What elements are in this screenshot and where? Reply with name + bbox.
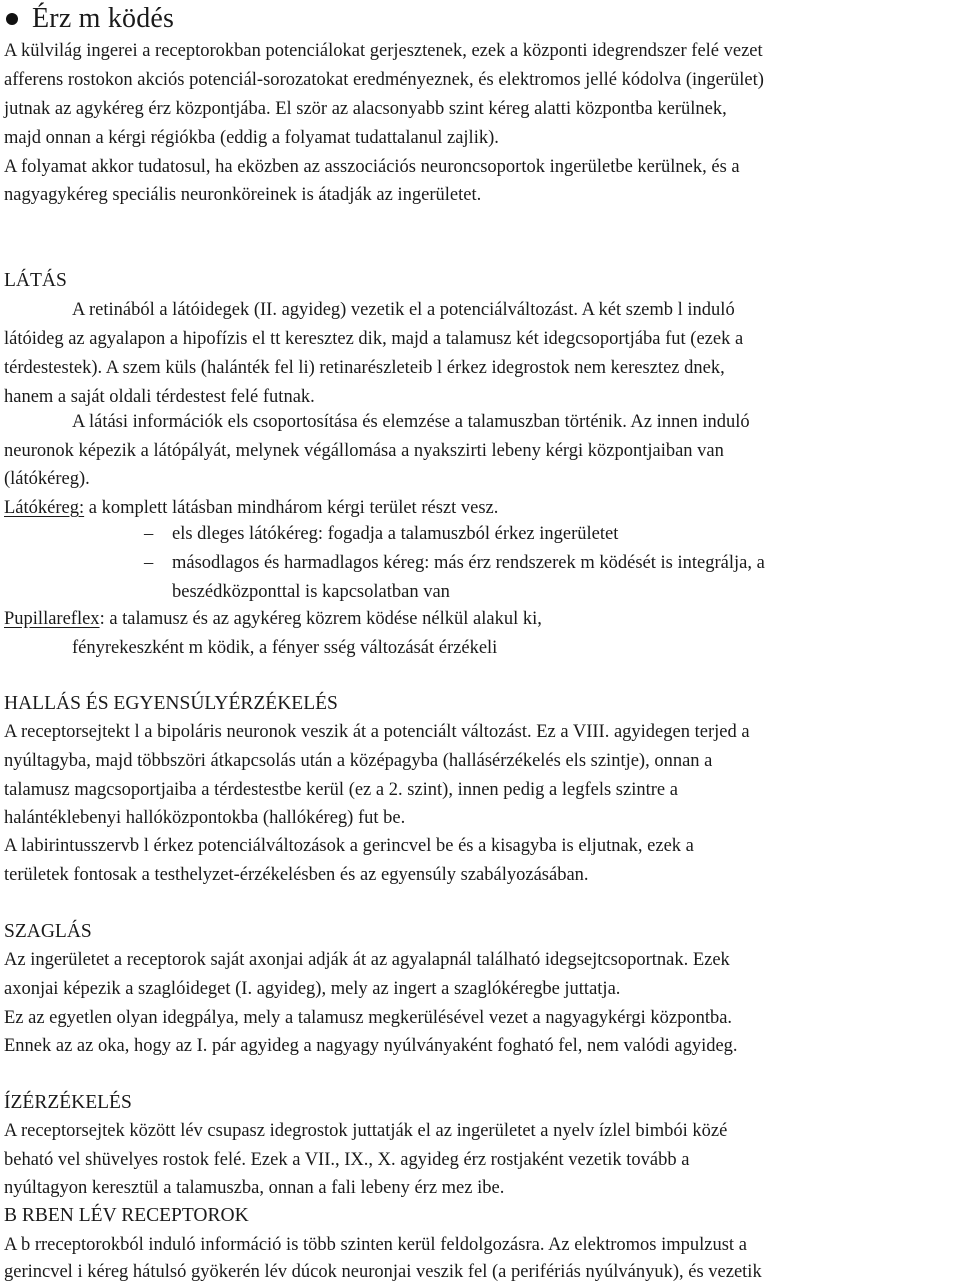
hallas-line: talamusz magcsoportjaiba a térdestestbe kerül (ez a 2. szint), innen pedig a legfels szintre a [4, 780, 678, 800]
hallas-line: területek fontosak a testhelyzet-érzékelésben és az egyensúly szabályozásában. [4, 865, 589, 885]
dash-icon: – [144, 524, 154, 544]
latokereg-text: a komplett látásban mindhárom kérgi terület részt vesz. [84, 498, 499, 518]
latas-line: térdestestek). A szem küls (halánték fel li) retinarészleteib l érkez idegrostok nem keresztez dnek, [4, 358, 725, 378]
section-heading-borben: B RBEN LÉV RECEPTOROK [4, 1205, 249, 1226]
pupillareflex-text: : a talamusz és az agykéreg közrem ködése nélkül alakul ki, [99, 609, 542, 629]
hallas-line: halántéklebenyi hallóközpontokba (hallókéreg) fut be. [4, 808, 406, 828]
intro-line: majd onnan a kérgi régiókba (eddig a folyamat tudattalanul zajlik). [4, 128, 499, 148]
latas-line: (látókéreg). [4, 469, 90, 489]
pupillareflex-label: Pupillareflex [4, 609, 100, 629]
intro-line: jutnak az agykéreg érz központjába. El ször az alacsonyabb szint kéreg alatti központba kerülnek, [4, 99, 727, 119]
szaglas-line: Az ingerületet a receptorok saját axonjai adják át az agyalapnál található idegsejtcsoportnak. Ezek [4, 950, 730, 970]
section-heading-szaglas: SZAGLÁS [4, 921, 92, 942]
hallas-line: A labirintusszervb l érkez potenciálváltozások a gerincvel be és a kisagyba is eljutnak, ezek a [4, 836, 694, 856]
hallas-line: nyúltagyba, majd többszöri átkapcsolás után a középagyba (hallásérzékelés els szintje), onnan a [4, 751, 713, 771]
izerzekeles-line: nyúltagyon keresztül a talamuszba, onnan a fali lebeny érz mez ibe. [4, 1178, 505, 1198]
dash-item [144, 549, 153, 578]
szaglas-line: Ennek az az oka, hogy az I. pár agyideg a nagyagy nyúlványaként fogható fel, nem valódi agyideg. [4, 1036, 738, 1056]
dash-item-text: másodlagos és harmadlagos kéreg: más érz rendszerek m ködését is integrálja, a [172, 553, 765, 573]
latas-line: A retinából a látóidegek (II. agyideg) vezetik el a potenciálváltozást. A két szemb l induló [72, 300, 735, 320]
hallas-line: A receptorsejtekt l a bipoláris neuronok veszik át a potenciált változást. Ez a VIII. agyidegen terjed a [4, 722, 750, 742]
intro-line: afferens rostokon akciós potenciál-sorozatokat eredményeznek, és elektromos jellé kódolva (ingerület) [4, 70, 764, 90]
dash-icon: – [144, 553, 154, 573]
pupillareflex-line2: fényrekeszként m ködik, a fényer sség változását érzékeli [72, 638, 498, 658]
intro-line: A külvilág ingerei a receptorokban potenciálokat gerjesztenek, ezek a központi idegrendszer felé vezet [4, 41, 763, 61]
section-heading-hallas: HALLÁS ÉS EGYENSÚLYÉRZÉKELÉS [4, 693, 338, 714]
latas-line: látóideg az agyalapon a hipofízis el tt keresztez dik, majd a talamusz két idegcsoportjába fut (ezek a [4, 329, 744, 349]
dash-item-text: beszédközponttal is kapcsolatban van [172, 582, 450, 602]
borben-line: A b rreceptorokból induló információ is több szinten kerül feldolgozásra. Az elektromos impulzust a [4, 1235, 747, 1255]
dash-item [144, 520, 153, 549]
szaglas-line: axonjai képezik a szaglóideget (I. agyideg), mely az ingert a szaglókéregbe juttatja. [4, 979, 621, 999]
izerzekeles-line: A receptorsejtek között lév csupasz idegrostok juttatják el az ingerületet a nyelv ízlel bimbói közé [4, 1121, 728, 1141]
latas-line: A látási információk els csoportosítása és elemzése a talamuszban történik. Az innen induló [72, 412, 750, 432]
title-row [4, 2, 174, 36]
borben-line: gerincvel i kéreg hátulsó gyökerén lév dúcok neuronjai veszik fel (a perifériás nyúlványuk), és vezetik [4, 1262, 762, 1282]
intro-line: nagyagykéreg speciális neuronköreinek is átadják az ingerületet. [4, 185, 482, 205]
section-heading-latas: LÁTÁS [4, 270, 67, 291]
page-title: Érz m ködés [32, 3, 175, 34]
latas-line: hanem a saját oldali térdestest felé futnak. [4, 387, 315, 407]
latokereg-line [4, 494, 498, 523]
dash-item-text: els dleges látókéreg: fogadja a talamuszból érkez ingerületet [172, 524, 619, 544]
szaglas-line: Ez az egyetlen olyan idegpálya, mely a talamusz megkerülésével vezet a nagyagykérgi központba. [4, 1008, 733, 1028]
bullet-icon [6, 13, 18, 25]
section-heading-izerzekeles: ÍZÉRZÉKELÉS [4, 1092, 132, 1113]
intro-line: A folyamat akkor tudatosul, ha eközben az asszociációs neuroncsoportok ingerületbe kerülnek, és a [4, 157, 740, 177]
pupillareflex-line [4, 605, 542, 634]
latokereg-label: Látókéreg: [4, 498, 85, 518]
izerzekeles-line: beható vel shüvelyes rostok felé. Ezek a VII., IX., X. agyideg érz rostjaként vezetik tovább a [4, 1150, 690, 1170]
latas-line: neuronok képezik a látópályát, melynek végállomása a nyakszirti lebeny kérgi központjaiban van [4, 441, 724, 461]
